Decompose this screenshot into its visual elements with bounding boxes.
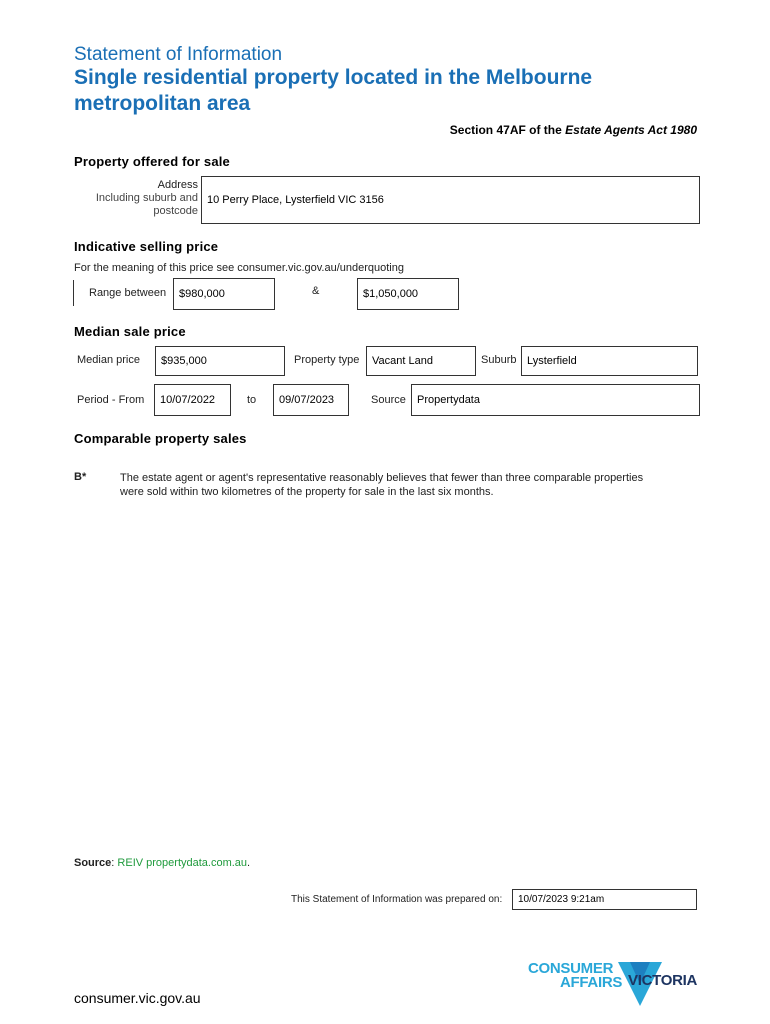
- logo-consumer-text: CONSUMER: [528, 960, 614, 977]
- median-heading: Median sale price: [74, 324, 186, 339]
- median-price-label: Median price: [77, 354, 140, 366]
- address-label-note: Including suburb and: [95, 192, 198, 204]
- footer-source: [74, 857, 250, 869]
- indicative-heading: Indicative selling price: [74, 239, 219, 254]
- source-field[interactable]: [411, 384, 700, 416]
- property-type-field[interactable]: [366, 346, 476, 376]
- median-price-field[interactable]: [155, 346, 285, 376]
- property-type-label: Property type: [294, 354, 360, 366]
- range-ampersand: &: [312, 285, 320, 297]
- price-high-field[interactable]: [357, 278, 459, 310]
- prepared-on-value: 10/07/2023 9:21am: [518, 894, 605, 905]
- document-title-line-2: metropolitan area: [74, 92, 251, 115]
- consumer-affairs-victoria-logo: [528, 958, 708, 1008]
- footer-source-link[interactable]: REIV propertydata.com.au: [117, 857, 248, 869]
- price-high-value: $1,050,000: [363, 288, 419, 300]
- comparable-marker: B*: [74, 471, 87, 483]
- comparable-statement: [120, 471, 643, 499]
- legislation-act-name: Estate Agents Act 1980: [565, 123, 697, 137]
- comparable-statement-line-2: were sold within two kilometres of the property for sale in the last six months.: [120, 486, 494, 498]
- property-heading: Property offered for sale: [74, 154, 230, 169]
- legislation-reference: [450, 123, 697, 137]
- document-title-line-1: Single residential property located in the Melbourne: [74, 66, 593, 89]
- comparable-statement-line-1: The estate agent or agent's representative reasonably believes that fewer than three comparable properties: [120, 472, 644, 484]
- prepared-on-field[interactable]: [512, 889, 697, 910]
- median-price-value: $935,000: [161, 355, 207, 367]
- period-from-field[interactable]: [154, 384, 231, 416]
- period-from-value: 10/07/2022: [160, 394, 216, 406]
- period-to-value: 09/07/2023: [279, 394, 335, 406]
- comparable-heading: Comparable property sales: [74, 431, 247, 446]
- footer-source-label: Source: [74, 857, 112, 869]
- period-to-label: to: [247, 394, 257, 406]
- source-value: Propertydata: [417, 394, 480, 406]
- address-label-main: Address: [157, 179, 198, 191]
- property-type-value: Vacant Land: [372, 355, 433, 367]
- prepared-on-label: This Statement of Information was prepared on:: [291, 894, 503, 905]
- range-label: Range between: [89, 287, 167, 299]
- suburb-value: Lysterfield: [527, 355, 577, 367]
- logo-victoria-text: VICTORIA: [628, 972, 697, 989]
- address-value: 10 Perry Place, Lysterfield VIC 3156: [207, 194, 384, 206]
- price-low-field[interactable]: [173, 278, 275, 310]
- period-to-field[interactable]: [273, 384, 349, 416]
- address-label-postcode: postcode: [153, 205, 198, 217]
- suburb-field[interactable]: [521, 346, 698, 376]
- address-field[interactable]: [201, 176, 700, 224]
- source-label: Source: [371, 394, 406, 406]
- document-subtitle: Statement of Information: [74, 44, 283, 65]
- suburb-label: Suburb: [481, 354, 517, 366]
- legislation-prefix: Section 47AF of the: [449, 123, 566, 137]
- footer-source-colon: :: [111, 857, 118, 869]
- footer-website[interactable]: consumer.vic.gov.au: [74, 990, 201, 1006]
- period-label: Period - From: [77, 394, 145, 406]
- price-low-value: $980,000: [179, 288, 225, 300]
- logo-affairs-text: AFFAIRS: [560, 974, 623, 991]
- underquoting-note: For the meaning of this price see consumer.vic.gov.au/underquoting: [74, 262, 404, 274]
- range-left-rule: [73, 280, 74, 306]
- address-label: [74, 179, 198, 218]
- footer-source-end: .: [247, 857, 251, 869]
